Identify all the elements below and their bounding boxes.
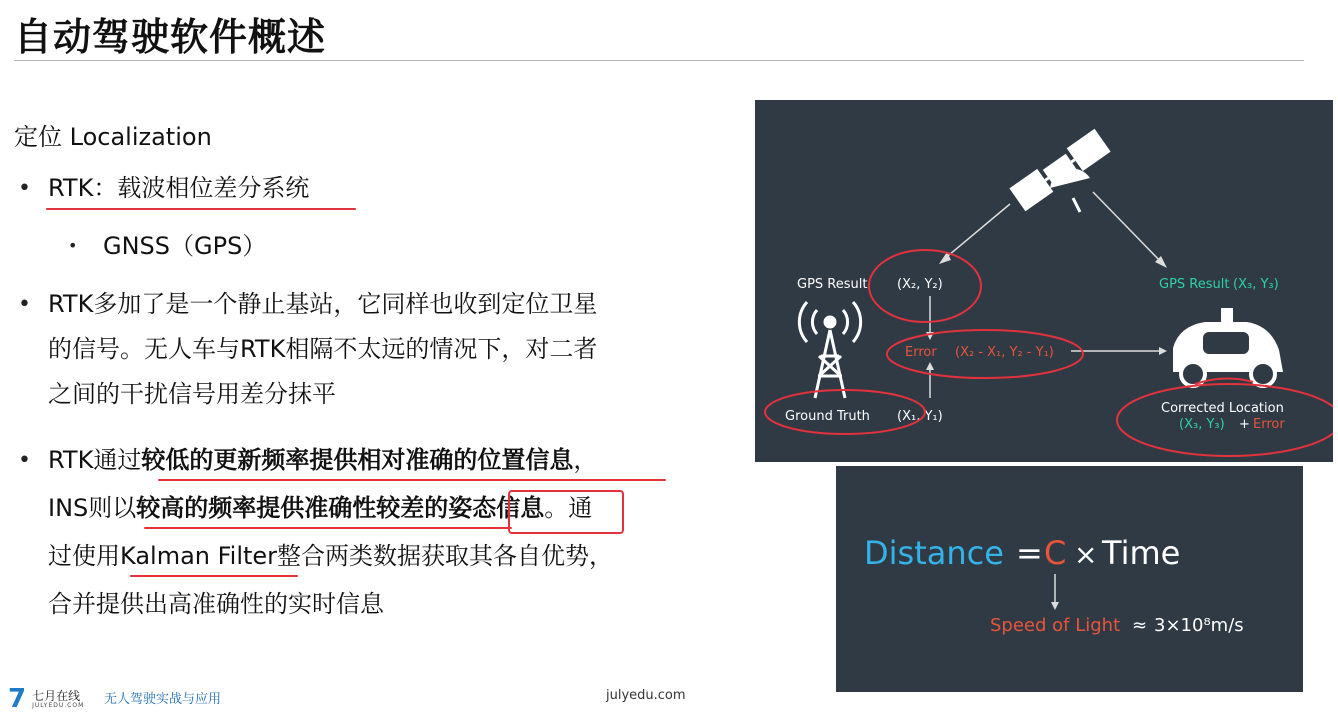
formula-equals: = <box>1016 534 1043 572</box>
course-name: 无人驾驶实战与应用 <box>104 692 222 707</box>
formula-distance: Distance <box>864 534 1004 572</box>
rtk-diagram-panel <box>755 100 1333 462</box>
gps-result-right-label: GPS Result <box>1159 277 1230 292</box>
bullet-dot: • <box>18 448 31 473</box>
bullet-line: 的信号。无人车与RTK相隔不太远的情况下，对二者 <box>48 335 598 363</box>
bullet-line: 过使用Kalman Filter整合两类数据获取其各自优势， <box>48 542 614 570</box>
radio-tower-icon <box>799 302 860 398</box>
annotation-underline <box>144 527 512 529</box>
coord-truth-label: (X₁, Y₁) <box>897 409 943 424</box>
brand-domain: JULYEDU.COM <box>32 701 85 709</box>
annotation-underline <box>158 479 666 481</box>
text-run: ， <box>573 446 598 474</box>
bullet-dot: • <box>18 292 31 317</box>
sub-bullet-dot: • <box>68 236 78 255</box>
formula-panel <box>836 466 1303 692</box>
text-emphasis: 较低的更新频率提供相对准确的位置信息 <box>141 446 574 474</box>
section-label: 定位 Localization <box>14 123 212 151</box>
error-word: Error <box>1253 417 1285 432</box>
coord-left-label: (X₂, Y₂) <box>897 277 943 292</box>
bullet-line: 合并提供出高准确性的实时信息 <box>48 590 384 618</box>
site-url: julyedu.com <box>606 688 686 703</box>
signal-arrow <box>943 204 1010 260</box>
error-expression: (X₂ - X₁, Y₂ - Y₁) <box>955 345 1054 360</box>
title-divider <box>14 60 1304 61</box>
plus-sign: + <box>1239 417 1250 432</box>
gps-result-left-label: GPS Result <box>797 277 868 292</box>
approx-sign: ≈ <box>1132 615 1148 636</box>
brand-text <box>32 690 84 709</box>
formula-c: C <box>1044 534 1067 572</box>
speed-of-light-label: Speed of Light <box>990 615 1121 636</box>
bullet-dot: • <box>18 176 31 201</box>
formula-times: × <box>1074 538 1098 571</box>
annotation-underline <box>130 575 298 577</box>
satellite-icon <box>1009 129 1110 212</box>
bullet-line <box>48 438 597 483</box>
annotation-underline <box>46 208 356 210</box>
corrected-expression: (X₃, Y₃) <box>1179 417 1225 432</box>
brand-logo <box>8 684 84 714</box>
signal-arrow <box>1093 192 1163 264</box>
brand-seven-icon: 7 <box>8 684 27 714</box>
formula-time: Time <box>1102 534 1181 572</box>
text-run: RTK通过 <box>48 446 142 474</box>
error-label: Error <box>905 345 937 360</box>
text-run: INS则以 <box>48 494 137 522</box>
text-emphasis: 较高的频率提供准确性较差的姿态信息 <box>136 494 545 522</box>
speed-of-light-value: 3×10⁸m/s <box>1154 615 1244 636</box>
bullet-line: RTK多加了是一个静止基站，它同样也收到定位卫星 <box>48 290 598 318</box>
rtk-diagram <box>755 100 1333 462</box>
annotation-box <box>508 490 624 534</box>
coord-right-label: (X₃, Y₃) <box>1233 277 1279 292</box>
brand-name: 七月在线 <box>32 688 81 703</box>
bullet-line: 之间的干扰信号用差分抹平 <box>48 380 336 408</box>
corrected-location-label: Corrected Location <box>1161 401 1284 416</box>
distance-formula <box>836 466 1303 692</box>
ground-truth-label: Ground Truth <box>785 409 870 424</box>
page-title: 自动驾驶软件概述 <box>14 15 327 59</box>
self-driving-car-icon <box>1173 308 1283 386</box>
sub-bullet-gnss: GNSS（GPS） <box>103 232 267 260</box>
bullet-rtk: RTK：载波相位差分系统 <box>48 174 310 202</box>
text-run: 。通 <box>544 494 593 522</box>
